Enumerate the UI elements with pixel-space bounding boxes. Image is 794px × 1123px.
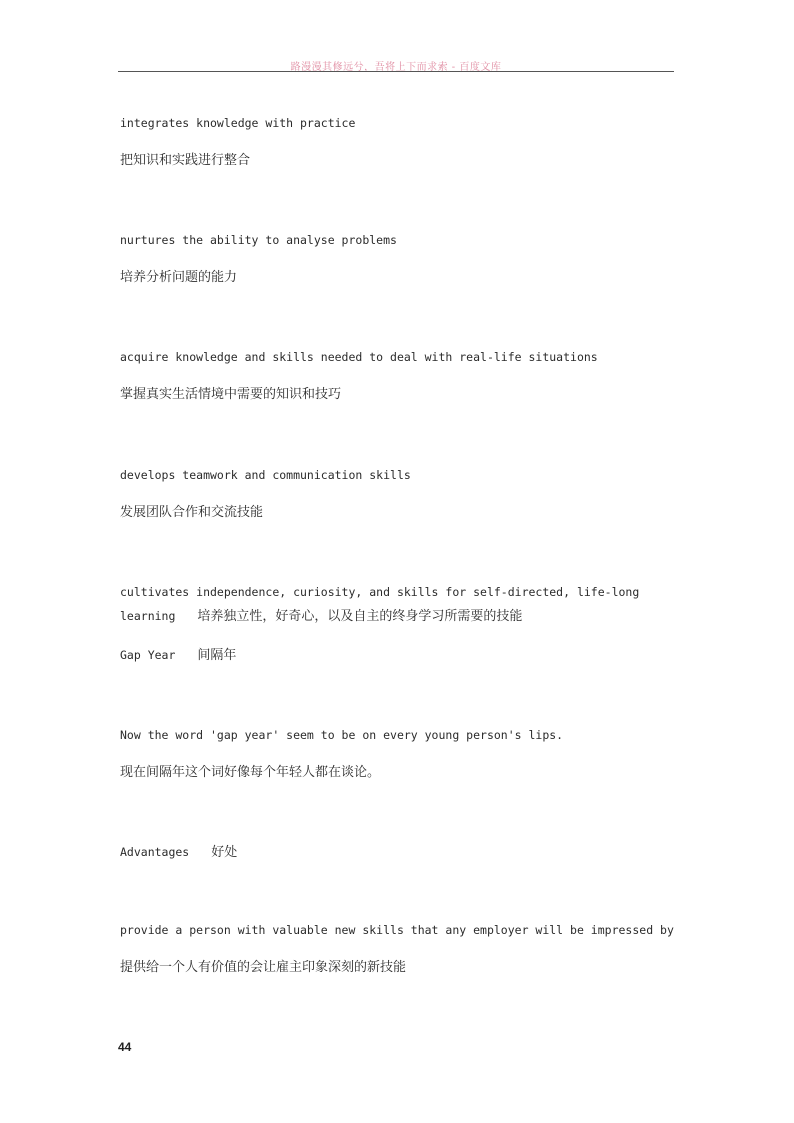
gap-year-heading xyxy=(120,647,236,664)
cultivates-chinese: 培养独立性，好奇心，以及自主的终身学习所需要的技能 xyxy=(197,609,523,624)
gap-year-chinese: 间隔年 xyxy=(197,648,237,663)
entry-2-chinese: 培养分析问题的能力 xyxy=(120,270,238,285)
advantages-english: Advantages xyxy=(120,845,190,859)
provide-english: provide a person with valuable new skills that any employer will be impressed by xyxy=(120,923,674,937)
entry-2-english: nurtures the ability to analyse problems xyxy=(120,233,397,247)
cultivates-line-1: cultivates independence, curiosity, and skills for self-directed, life-long xyxy=(120,585,640,599)
entry-3-chinese: 掌握真实生活情境中需要的知识和技巧 xyxy=(120,387,342,402)
cultivates-english-tail: learning xyxy=(120,609,176,623)
entry-1-chinese: 把知识和实践进行整合 xyxy=(120,153,251,168)
advantages-chinese: 好处 xyxy=(211,845,238,860)
now-sentence-chinese: 现在间隔年这个词好像每个年轻人都在谈论。 xyxy=(120,765,381,780)
provide-chinese: 提供给一个人有价值的会让雇主印象深刻的新技能 xyxy=(120,960,407,975)
entry-1-english: integrates knowledge with practice xyxy=(120,116,356,130)
cultivates-line-2 xyxy=(120,608,522,625)
header-rule xyxy=(118,71,674,72)
gap-year-english: Gap Year xyxy=(120,648,176,662)
entry-4-english: develops teamwork and communication skills xyxy=(120,468,411,482)
entry-4-chinese: 发展团队合作和交流技能 xyxy=(120,505,264,520)
now-sentence-english: Now the word 'gap year' seem to be on every young person's lips. xyxy=(120,728,564,742)
advantages-heading xyxy=(120,844,237,861)
entry-3-english: acquire knowledge and skills needed to deal with real-life situations xyxy=(120,350,598,364)
page-number: 44 xyxy=(118,1040,132,1054)
page-header: 路漫漫其修远兮，吾将上下而求索 - 百度文库 xyxy=(290,62,502,73)
